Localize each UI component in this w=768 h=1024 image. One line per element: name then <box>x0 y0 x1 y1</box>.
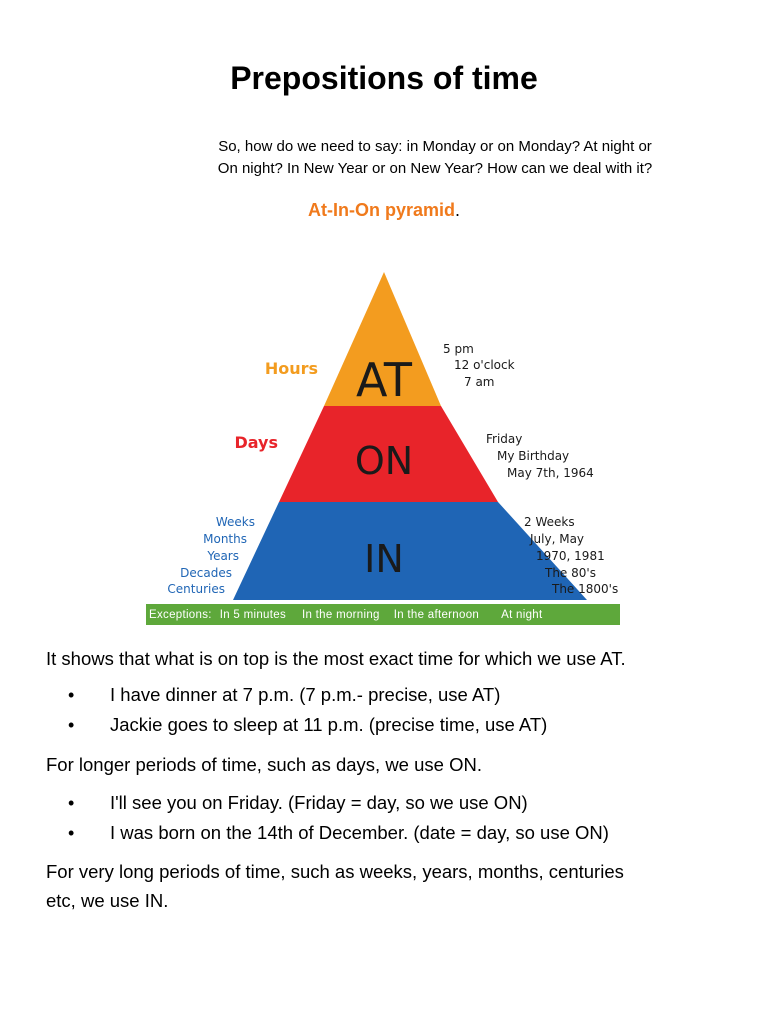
page-title: Prepositions of time <box>230 60 538 96</box>
example-in-4: The 80's <box>545 566 596 580</box>
list-item <box>46 680 736 710</box>
pyramid-word-in: IN <box>364 537 404 581</box>
example-in-2: July, May <box>530 532 585 546</box>
bullet-marker: • <box>68 715 75 735</box>
paragraph-in <box>46 857 736 915</box>
exception-item: In the afternoon <box>393 608 480 621</box>
list-item-text: I was born on the 14th of December. (date = day, so use ON) <box>110 822 609 843</box>
list-item <box>46 710 736 740</box>
exception-item: In the morning <box>302 608 380 621</box>
intro-question <box>150 136 720 180</box>
bullet-marker: • <box>68 793 75 813</box>
pyramid-word-at: AT <box>356 353 412 407</box>
example-on-1: Friday <box>486 432 523 446</box>
pyramid-caption-text: At-In-On pyramid <box>307 200 455 220</box>
example-at-3: 7 am <box>464 375 495 389</box>
category-decades: Decades <box>180 566 232 580</box>
bullet-list-at <box>46 680 736 740</box>
intro-line: On night? In New Year or on New Year? How can we deal with it? <box>217 160 653 177</box>
example-at-1: 5 pm <box>443 342 474 356</box>
bullet-list-on <box>46 788 736 848</box>
list-item-text: I have dinner at 7 p.m. (7 p.m.- precise, use AT) <box>110 684 501 705</box>
paragraph-on: For longer periods of time, such as days, we use ON. <box>46 754 482 775</box>
category-years: Years <box>207 549 239 563</box>
exception-item: At night <box>501 608 543 621</box>
at-on-in-pyramid <box>140 262 630 604</box>
category-weeks: Weeks <box>215 515 255 529</box>
example-at-2: 12 o'clock <box>454 358 515 372</box>
category-hours: Hours <box>264 359 318 378</box>
pyramid-caption <box>0 200 768 221</box>
exceptions-bar <box>146 604 620 625</box>
list-item-text: Jackie goes to sleep at 11 p.m. (precise time, use AT) <box>110 714 548 735</box>
category-months: Months <box>203 532 247 546</box>
example-on-3: May 7th, 1964 <box>507 466 594 480</box>
exception-item: In 5 minutes <box>219 608 286 621</box>
paragraph-line: For very long periods of time, such as weeks, years, months, centuries <box>46 861 624 882</box>
bullet-marker: • <box>68 685 75 705</box>
category-days: Days <box>234 433 278 452</box>
category-centuries: Centuries <box>167 582 225 596</box>
intro-line: So, how do we need to say: in Monday or on Monday? At night or <box>218 138 652 155</box>
list-item <box>46 818 736 848</box>
pyramid-word-on: ON <box>354 439 414 483</box>
exceptions-label: Exceptions: <box>149 608 212 621</box>
paragraph-line: etc, we use IN. <box>46 890 169 911</box>
pyramid-caption-punct: . <box>454 200 460 220</box>
example-in-3: 1970, 1981 <box>536 549 605 563</box>
list-item <box>46 788 736 818</box>
example-in-1: 2 Weeks <box>524 515 575 529</box>
bullet-marker: • <box>68 823 75 843</box>
list-item-text: I'll see you on Friday. (Friday = day, so we use ON) <box>110 792 528 813</box>
paragraph-at: It shows that what is on top is the most exact time for which we use AT. <box>46 648 626 669</box>
example-in-5: The 1800's <box>552 582 619 596</box>
example-on-2: My Birthday <box>497 449 570 463</box>
